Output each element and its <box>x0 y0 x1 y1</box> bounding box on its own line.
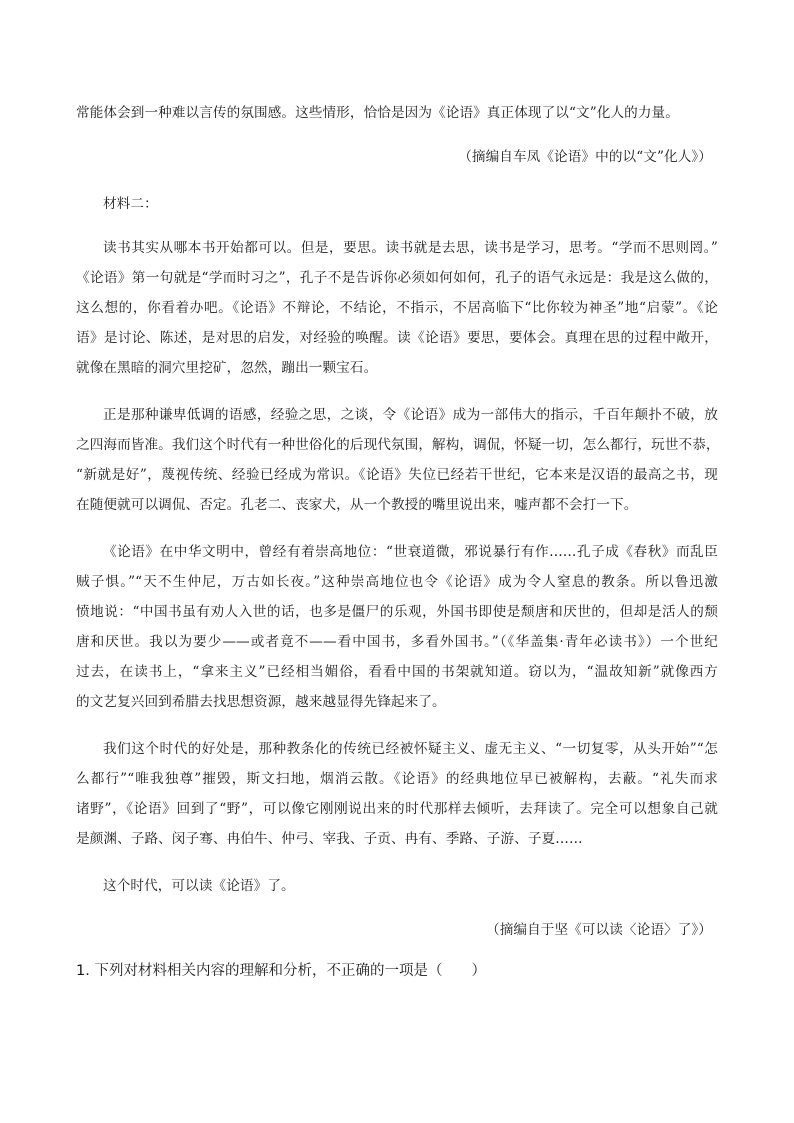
paragraph-line: “新就是好”，蔑视传统、经验已经成为常识。《论语》失位已经若干世纪，它本来是汉语的最高之书，现 <box>76 467 718 483</box>
paragraph-line: 语》是讨论、陈述，是对思的启发，对经验的唤醒。读《论语》要思，要体会。真理在思的过程中敞开， <box>76 330 718 346</box>
source-citation: （摘编自车凤《论语》中的以“文”化人》） <box>458 149 712 165</box>
paragraph-line: 这么想的，你看着办吧。《论语》不辩论，不结论，不指示，不居高临下“比你较为神圣”地“启蒙”。《论 <box>76 300 718 316</box>
paragraph-line: 愤地说：“中国书虽有劝人入世的话，也多是僵尸的乐观，外国书即使是颓唐和厌世的，但却是活人的颓 <box>76 604 718 620</box>
paragraph-line: 贼子惧。”“天不生仲尼，万古如长夜。”这种崇高地位也令《论语》成为令人窒息的教条。所以鲁迅激 <box>76 574 718 590</box>
paragraph-line: 的文艺复兴回到希腊去找思想资源，越来越显得先锋起来了。 <box>76 694 446 710</box>
paragraph-line: 诸野”，《论语》回到了“野”，可以像它刚刚说出来的时代那样去倾听，去拜读了。完全可以想象自己就 <box>76 801 718 817</box>
paragraph-line: 我们这个时代的好处是，那种教条化的传统已经被怀疑主义、虚无主义、“一切复零，从头开始”“怎 <box>103 741 718 757</box>
paragraph-line: 读书其实从哪本书开始都可以。但是，要思。读书就是去思，读书是学习，思考。“学而不思则罔。” <box>103 240 718 256</box>
paragraph-line: 么都行”“唯我独尊”摧毁，斯文扫地，烟消云散。《论语》的经典地位早已被解构，去蔽。“礼失而求 <box>76 771 718 787</box>
section-heading: 材料二： <box>103 196 158 212</box>
paragraph-line: 这个时代，可以读《论语》了。 <box>103 878 295 894</box>
paragraph-line: 就像在黑暗的洞穴里挖矿，忽然，蹦出一颗宝石。 <box>76 360 378 376</box>
paragraph-line: 唐和厌世。我以为要少——或者竟不——看中国书，多看外国书。”（《华盖集·青年必读书》）一个世纪 <box>76 634 718 650</box>
paragraph-line: 在随便就可以调侃、否定。孔老二、丧家犬，从一个教授的嘴里说出来，嘘声都不会打一下。 <box>76 497 638 513</box>
paragraph-line: 之四海而皆准。我们这个时代有一种世俗化的后现代氛围，解构，调侃，怀疑一切，怎么都行，玩世不恭， <box>76 437 720 453</box>
paragraph-line: 是颜渊、子路、闵子骞、冉伯牛、仲弓、宰我、子贡、冉有、季路、子游、子夏…… <box>76 831 583 847</box>
paragraph-line: 《论语》在中华文明中，曾经有着崇高地位：“世衰道微，邪说暴行有作……孔子成《春秋》而乱臣 <box>103 544 718 560</box>
question-stem: 1. 下列对材料相关内容的理解和分析，不正确的一项是（ ） <box>76 963 486 979</box>
paragraph-line: 常能体会到一种难以言传的氛围感。这些情形，恰恰是因为《论语》真正体现了以“文”化人的力量。 <box>76 105 679 121</box>
source-citation: （摘编自于坚《可以读〈论语〉了》） <box>486 922 712 938</box>
paragraph-line: 正是那种谦卑低调的语感，经验之思，之谈，令《论语》成为一部伟大的指示，千百年颠扑不破，放 <box>103 407 718 423</box>
paragraph-line: 《论语》第一句就是“学而时习之”，孔子不是告诉你必须如何如何，孔子的语气永远是：我是这么做的， <box>76 270 718 286</box>
paragraph-line: 过去，在读书上，“拿来主义”已经相当媚俗，看看中国的书架就知道。窃以为，“温故知新”就像西方 <box>76 664 718 680</box>
